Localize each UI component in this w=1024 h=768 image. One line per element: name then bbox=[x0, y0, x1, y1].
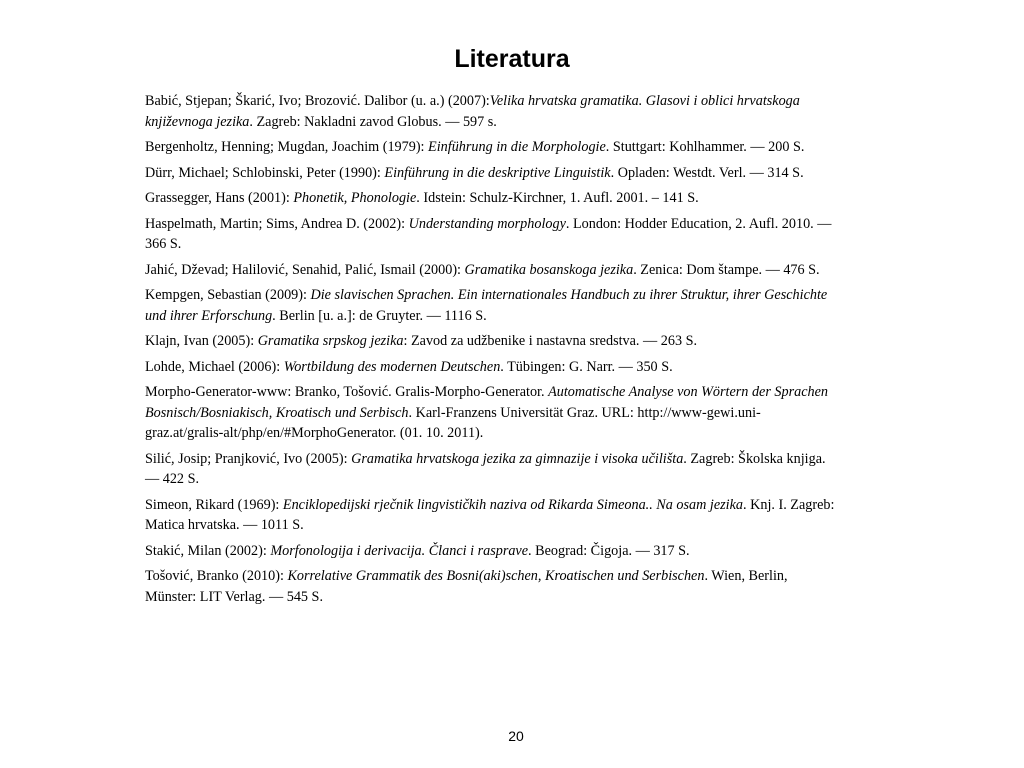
reference-item bbox=[145, 449, 835, 490]
reference-item bbox=[145, 285, 835, 326]
reference-authors: Grassegger, Hans (2001): bbox=[145, 190, 294, 206]
reference-work-title: Gramatika bosanskoga jezika bbox=[464, 261, 634, 278]
reference-authors: Haspelmath, Martin; Sims, Andrea D. (2002): bbox=[145, 215, 409, 232]
reference-item bbox=[145, 163, 835, 184]
reference-item bbox=[145, 137, 835, 158]
reference-publication: . Karl-Franzens Universität Graz. URL: http://www-gewi.uni-graz.at/gralis-alt/php/en/#MorphoGenerator. (01. 10. 2011). bbox=[145, 404, 761, 441]
reference-authors: Stakić, Milan (2002): bbox=[145, 542, 271, 559]
reference-item bbox=[145, 541, 835, 562]
reference-publication: . Tübingen: G. Narr. — 350 S. bbox=[500, 358, 673, 375]
reference-authors: Dürr, Michael; Schlobinski, Peter (1990): bbox=[145, 164, 385, 181]
reference-authors: Babić, Stjepan; Škarić, Ivo; Brozović. Dalibor (u. a.) (2007): bbox=[145, 93, 490, 109]
reference-item bbox=[145, 495, 835, 536]
page-number: 20 bbox=[508, 728, 524, 744]
reference-item bbox=[145, 382, 835, 444]
reference-work-title: Die slavischen Sprachen. Ein internationales Handbuch zu ihrer Struktur, ihrer Geschichte und ihrer Erforschung bbox=[145, 287, 828, 324]
reference-work-title: Phonetik, Phonologie bbox=[293, 190, 417, 206]
reference-publication: . Knj. I. Zagreb: Matica hrvatska. — 1011 S. bbox=[145, 496, 835, 533]
reference-work-title: Automatische Analyse von Wörtern der Sprachen Bosnisch/Bosniakisch, Kroatisch und Serbisch bbox=[145, 384, 828, 421]
page-title: Literatura bbox=[454, 45, 570, 73]
reference-item bbox=[145, 260, 835, 281]
reference-authors: Silić, Josip; Pranjković, Ivo (2005): bbox=[145, 450, 352, 467]
reference-authors: Jahić, Dževad; Halilović, Senahid, Palić, Ismail (2000): bbox=[145, 261, 465, 278]
reference-item bbox=[145, 357, 835, 378]
reference-authors: Simeon, Rikard (1969): bbox=[145, 496, 283, 513]
reference-item bbox=[145, 91, 835, 132]
reference-work-title: Wortbildung des modernen Deutschen bbox=[283, 358, 501, 375]
reference-work-title: Enciklopedijski rječnik lingvističkih naziva od Rikarda Simeona.. Na osam jezika bbox=[282, 496, 744, 513]
reference-publication: . Opladen: Westdt. Verl. — 314 S. bbox=[610, 164, 804, 181]
reference-authors: Morpho-Generator-www: Branko, Tošović. Gralis-Morpho-Generator. bbox=[145, 384, 549, 400]
reference-item bbox=[145, 214, 835, 255]
reference-publication: . Idstein: Schulz-Kirchner, 1. Aufl. 2001. – 141 S. bbox=[416, 190, 699, 206]
reference-publication: : Zavod za udžbenike i nastavna sredstva. — 263 S. bbox=[403, 333, 698, 349]
reference-item bbox=[145, 566, 835, 607]
reference-authors: Tošović, Branko (2010): bbox=[145, 568, 288, 584]
reference-publication: . Zenica: Dom štampe. — 476 S. bbox=[633, 261, 820, 278]
reference-publication: . London: Hodder Education, 2. Aufl. 2010. — 366 S. bbox=[145, 215, 832, 252]
reference-publication: . Zagreb: Školska knjiga. — 422 S. bbox=[145, 450, 826, 487]
reference-publication: . Stuttgart: Kohlhammer. — 200 S. bbox=[605, 139, 805, 155]
reference-authors: Lohde, Michael (2006): bbox=[145, 358, 284, 375]
reference-publication: . Zagreb: Nakladni zavod Globus. — 597 s. bbox=[249, 113, 497, 130]
reference-publication: . Beograd: Čigoja. — 317 S. bbox=[528, 542, 690, 559]
reference-work-title: Morfonologija i derivacija. Članci i rasprave bbox=[270, 542, 529, 559]
reference-work-title: Einführung in die Morphologie bbox=[428, 139, 606, 155]
reference-work-title: Einführung in die deskriptive Linguistik bbox=[384, 164, 611, 181]
reference-work-title: Gramatika srpskog jezika bbox=[257, 333, 404, 349]
reference-publication: . Wien, Berlin, Münster: LIT Verlag. — 545 S. bbox=[145, 568, 788, 605]
reference-authors: Bergenholtz, Henning; Mugdan, Joachim (1979): bbox=[145, 139, 429, 155]
reference-authors: Kempgen, Sebastian (2009): bbox=[145, 287, 311, 303]
reference-item bbox=[145, 188, 835, 209]
reference-work-title: Gramatika hrvatskoga jezika za gimnazije i visoka učilišta bbox=[351, 450, 684, 467]
reference-work-title: Understanding morphology bbox=[408, 215, 566, 232]
reference-work-title: Velika hrvatska gramatika. Glasovi i oblici hrvatskoga književnoga jezika bbox=[145, 93, 800, 130]
reference-item bbox=[145, 331, 835, 352]
reference-authors: Klajn, Ivan (2005): bbox=[145, 333, 258, 349]
reference-publication: . Berlin [u. a.]: de Gruyter. — 1116 S. bbox=[272, 307, 487, 324]
reference-work-title: Korrelative Grammatik des Bosni(aki)schen, Kroatischen und Serbischen bbox=[287, 568, 705, 584]
reference-list bbox=[145, 91, 835, 612]
